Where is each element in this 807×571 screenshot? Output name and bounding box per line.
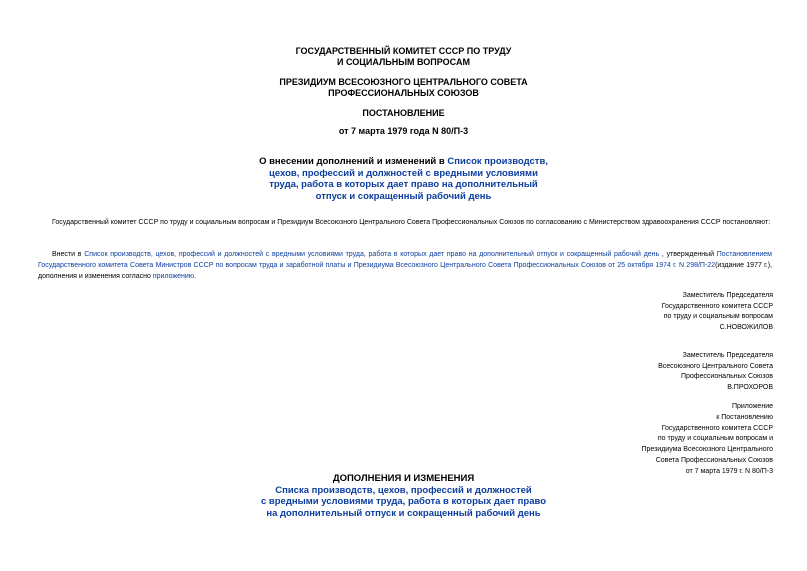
signature-1-line-2: Государственного комитета СССР [661,302,773,310]
document-date-number: от 7 марта 1979 года N 80/П-3 [338,126,469,136]
title-link-list[interactable]: Список производств, [447,156,548,167]
signature-block-1 [553,291,773,333]
signature-1-line-1: Заместитель Председателя [682,292,773,299]
issuer-1-line-2: И СОЦИАЛЬНЫМ ВОПРОСАМ [337,57,470,67]
signature-1-name: С.НОВОЖИЛОВ [719,323,773,331]
signature-1-line-3: по труду и социальным вопросам [663,313,773,320]
appendix-title-line-3[interactable]: с вредными условиями труда, работа в которых дает право [260,496,547,507]
appendix-note-line-7: от 7 марта 1979 г. N 80/П-3 [685,467,773,475]
appendix-title-line-1: ДОПОЛНЕНИЯ И ИЗМЕНЕНИЯ [332,473,475,484]
link-appendix[interactable]: приложению [152,273,195,280]
appendix-note-line-2: к Постановлению [716,413,773,421]
appendix-note-line-5: Президиума Всесоюзного Центрального [641,446,773,454]
issuer-2-line-2: ПРОФЕССИОНАЛЬНЫХ СОЮЗОВ [328,88,479,98]
signature-2-line-1: Заместитель Председателя [682,352,773,359]
paragraph-1 [38,217,772,228]
appendix-note [553,402,773,478]
link-resolution-1974[interactable]: Постановлением Государственного комитета Совета Министров СССР по вопросам труда и заработной платы и Президиума Всесоюзного Центрального Совета Профессиональных Союзов от 25 октября 1974 г. N 298/П-22 [38,251,772,269]
paragraph-2-dot: . [194,273,197,280]
paragraph-2-start: Внести в [52,251,85,258]
issuer-2-line-1: ПРЕЗИДИУМ ВСЕСОЮЗНОГО ЦЕНТРАЛЬНОГО СОВЕТА [279,77,528,87]
issuer-2 [0,77,807,99]
appendix-note-line-4: по труду и социальным вопросам и [657,435,773,443]
signature-2-line-2: Всесоюзного Центрального Совета [658,362,773,370]
appendix-note-line-3: Государственного комитета СССР [661,424,773,432]
paragraph-2-end: (издание 1977 г.), дополнения и изменения согласно [38,262,773,280]
title-line-1 [0,156,807,168]
issuer-1 [0,46,807,68]
appendix-title-line-4[interactable]: на дополнительный отпуск и сокращенный рабочий день [266,507,541,519]
signature-block-2 [553,351,773,393]
signature-2-line-3: Профессиональных Союзов [680,373,773,380]
appendix-note-line-6: Совета Профессиональных Союзов [655,456,773,464]
title-prefix: О внесении дополнений и изменений в [259,156,448,167]
title-line-3[interactable]: труда, работа в которых дает право на дополнительный [269,179,538,190]
appendix-title [0,473,807,519]
paragraph-2 [38,249,772,282]
paragraph-1-text: Государственный комитет СССР по труду и социальным вопросам и Президиум Всесоюзного Центрального Совета Профессиональных Союзов по согласованию с Министерством здравоохранения СССР постановляют: [52,219,771,226]
paragraph-2-mid: , утвержденный [659,251,717,258]
signature-2-name: В.ПРОХОРОВ [727,383,773,391]
issuer-1-line-1: ГОСУДАРСТВЕННЫЙ КОМИТЕТ СССР ПО ТРУДУ [295,46,512,56]
title-line-2[interactable]: цехов, профессий и должностей с вредными условиями [269,167,538,179]
appendix-title-line-2[interactable]: Списка производств, цехов, профессий и должностей [275,484,532,496]
appendix-note-line-1: Приложение [731,403,773,410]
title-line-4[interactable]: отпуск и сокращенный рабочий день [315,190,492,202]
link-list-of-productions[interactable]: Список производств, цехов, профессий и должностей с вредными условиями труда, работа в которых дает право на дополнительный отпуск и сокращенный рабочий день [84,251,660,258]
document-type: ПОСТАНОВЛЕНИЕ [362,108,445,118]
document-title [0,156,807,202]
